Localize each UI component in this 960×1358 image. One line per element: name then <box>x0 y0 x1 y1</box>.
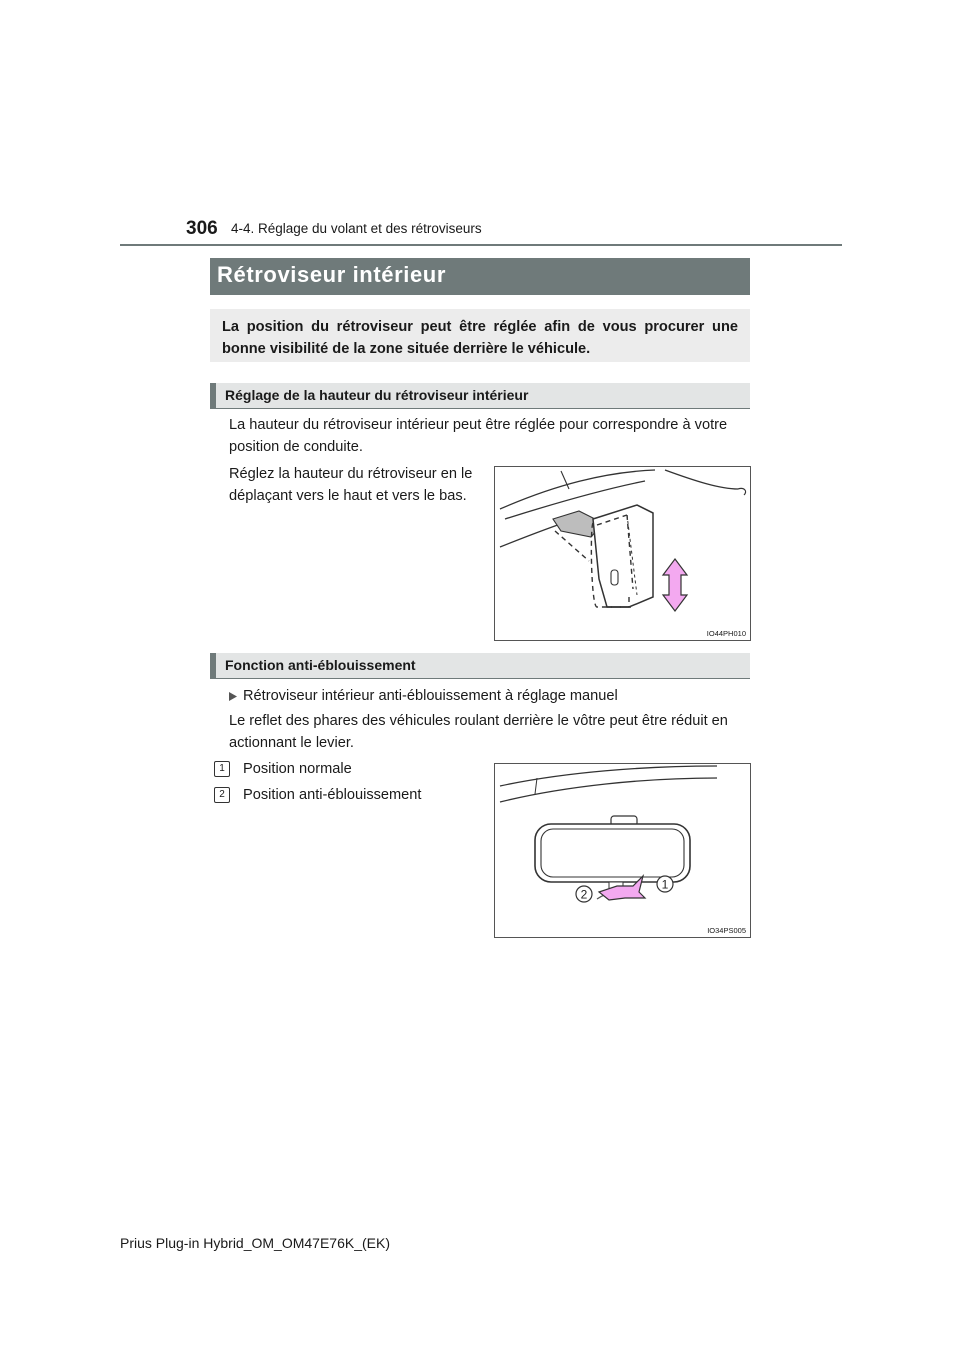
anti-glare-section-heading-text: Fonction anti-éblouissement <box>225 657 416 673</box>
up-down-arrow-icon <box>663 559 687 611</box>
intro-box <box>210 309 750 362</box>
anti-glare-figure <box>494 763 751 938</box>
anti-glare-bullet <box>229 685 749 707</box>
callout-2: 2 <box>580 887 588 902</box>
mirror-height-figure <box>494 466 751 641</box>
item-label-1: Position normale <box>243 761 352 777</box>
header-rule <box>120 244 842 246</box>
title-bar <box>210 258 750 295</box>
item-label-2: Position anti-éblouissement <box>243 787 422 803</box>
height-paragraph-2: Réglez la hauteur du rétroviseur en le déplaçant vers le haut et vers le bas. <box>229 466 473 504</box>
anti-glare-mirror-illustration <box>495 764 750 937</box>
height-section-heading <box>210 383 750 409</box>
anti-glare-bullet-text: Rétroviseur intérieur anti-éblouissement à réglage manuel <box>243 688 618 704</box>
figure-code: IO34PS005 <box>707 926 746 935</box>
footer-document-code: Prius Plug-in Hybrid_OM_OM47E76K_(EK) <box>120 1235 390 1251</box>
height-section-heading-text: Réglage de la hauteur du rétroviseur intérieur <box>225 387 529 403</box>
item-number-2: 2 <box>214 787 230 803</box>
anti-glare-paragraph: Le reflet des phares des véhicules roulant derrière le vôtre peut être réduit en actionnant le levier. <box>229 713 728 751</box>
figure-code: IO44PH010 <box>706 629 746 638</box>
callout-1: 1 <box>661 877 669 892</box>
height-paragraph-1: La hauteur du rétroviseur intérieur peut être réglée pour correspondre à votre position de conduite. <box>229 417 728 455</box>
triangle-bullet-icon <box>229 692 237 701</box>
page-number: 306 <box>186 218 218 239</box>
intro-text: La position du rétroviseur peut être réglée afin de vous procurer une bonne visibilité de la zone située derrière le véhicule. <box>222 319 738 357</box>
section-reference: 4-4. Réglage du volant et des rétroviseurs <box>231 221 482 236</box>
anti-glare-section-heading <box>210 653 750 679</box>
mirror-height-illustration <box>495 467 750 640</box>
item-number-1: 1 <box>214 761 230 777</box>
page-title: Rétroviseur intérieur <box>217 262 447 287</box>
